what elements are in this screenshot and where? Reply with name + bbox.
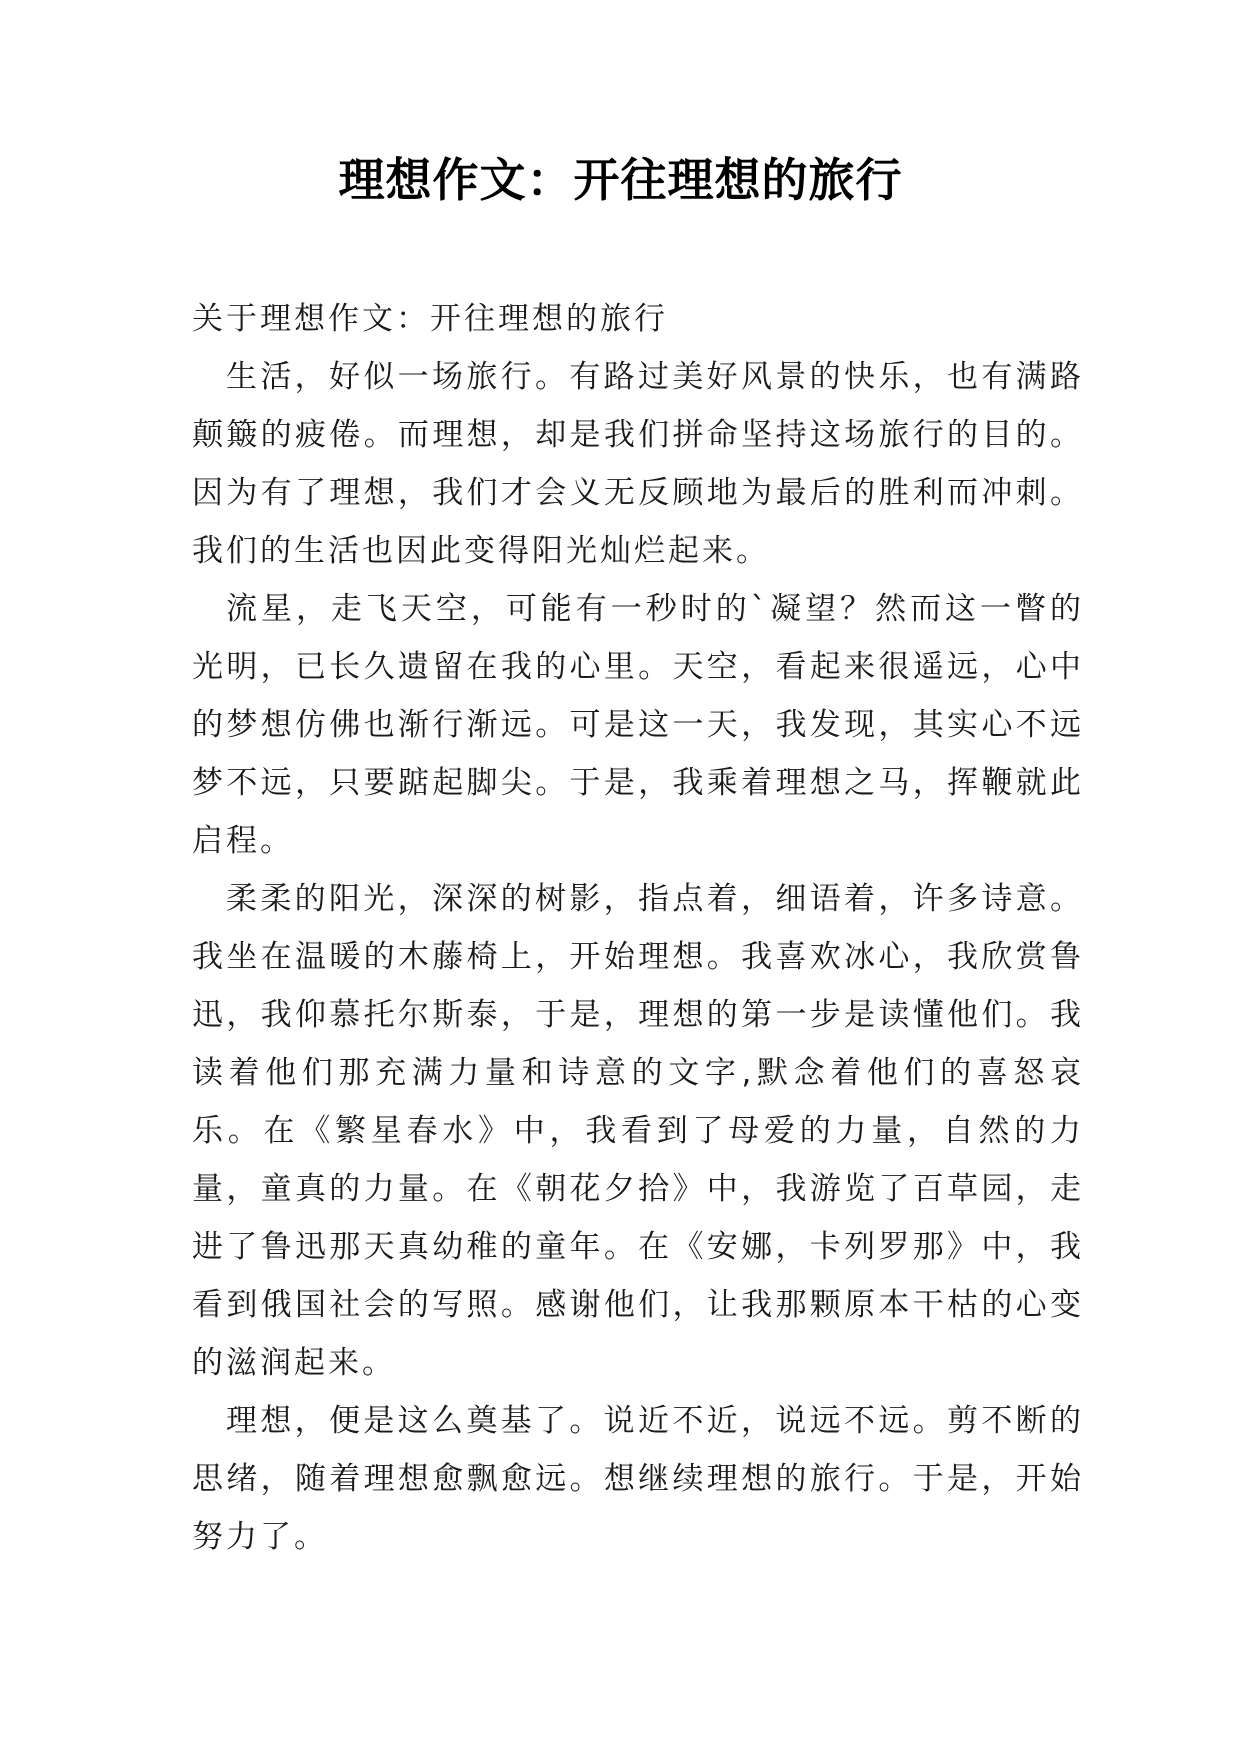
document-body	[192, 290, 1084, 1566]
paragraph: 生活，好似一场旅行。有路过美好风景的快乐，也有满路颠簸的疲倦。而理想，却是我们拼命坚持这场旅行的目的。因为有了理想，我们才会义无反顾地为最后的胜利而冲刺。我们的生活也因此变得阳光灿烂起来。	[192, 359, 1084, 569]
document-subtitle: 关于理想作文：开往理想的旅行	[192, 301, 668, 337]
document-title: 理想作文：开往理想的旅行	[338, 153, 903, 207]
paragraph: 流星，走飞天空，可能有一秒时的`凝望？然而这一瞥的光明，已长久遗留在我的心里。天空，看起来很遥远，心中的梦想仿佛也渐行渐远。可是这一天，我发现，其实心不远梦不远，只要踮起脚尖。于是，我乘着理想之马，挥鞭就此启程。	[192, 591, 1084, 859]
paragraph: 柔柔的阳光，深深的树影，指点着，细语着，许多诗意。我坐在温暖的木藤椅上，开始理想。我喜欢冰心，我欣赏鲁迅，我仰慕托尔斯泰，于是，理想的第一步是读懂他们。我读着他们那充满力量和诗意的文字,默念着他们的喜怒哀乐。在《繁星春水》中，我看到了母爱的力量，自然的力量，童真的力量。在《朝花夕拾》中，我游览了百草园，走进了鲁迅那天真幼稚的童年。在《安娜，卡列罗那》中，我看到俄国社会的写照。感谢他们，让我那颗原本干枯的心变的滋润起来。	[192, 881, 1084, 1381]
paragraph: 理想，便是这么奠基了。说近不近，说远不远。剪不断的思绪，随着理想愈飘愈远。想继续理想的旅行。于是，开始努力了。	[192, 1403, 1084, 1555]
